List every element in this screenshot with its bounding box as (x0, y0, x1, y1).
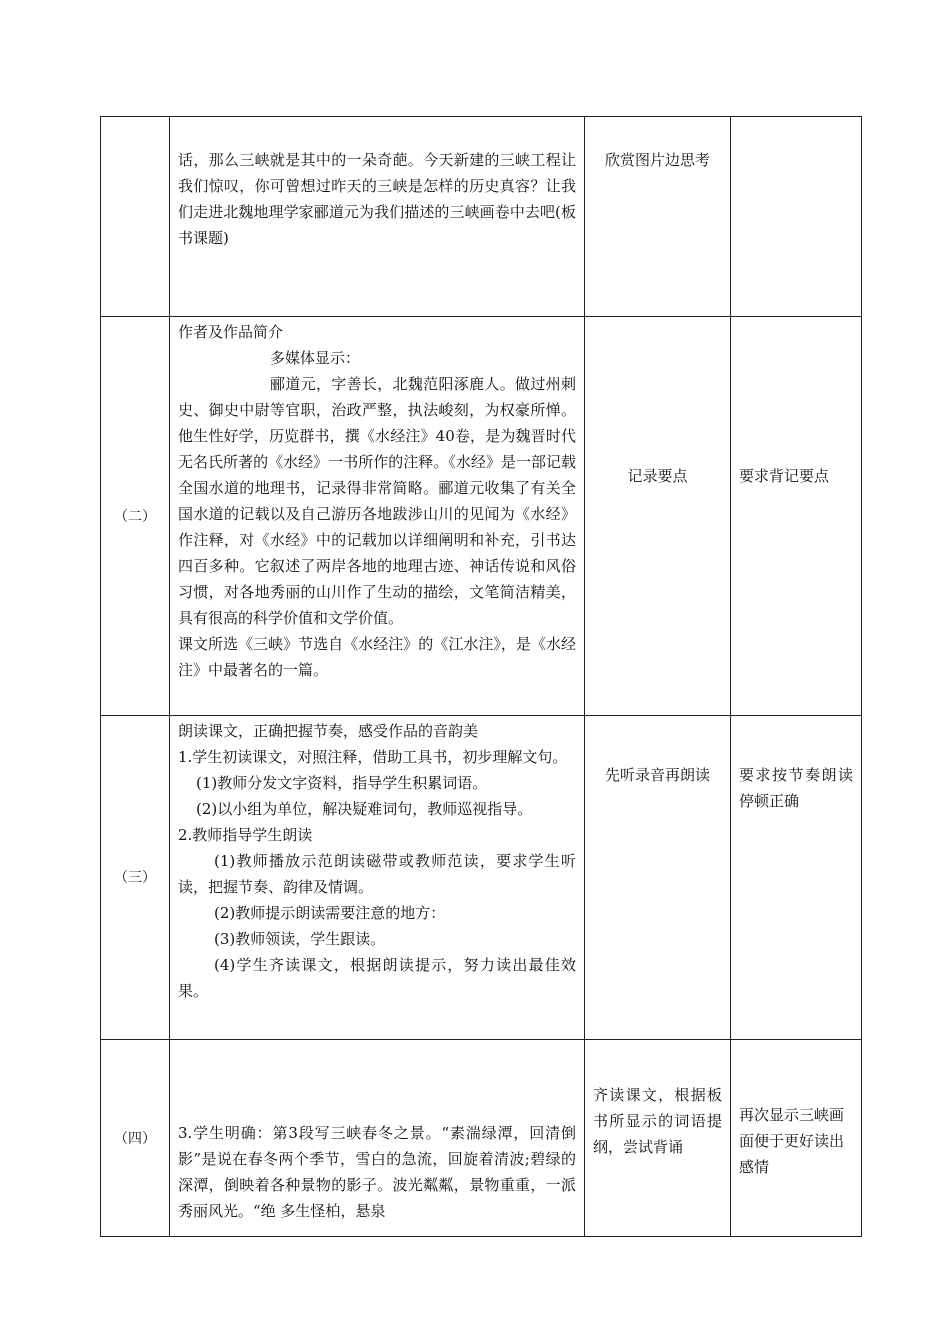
student-activity-cell (585, 117, 731, 317)
student-activity-cell (585, 716, 731, 1040)
student-activity-text: 欣赏图片边思考 (604, 151, 710, 169)
step-cell (101, 317, 170, 716)
lesson-plan-table (100, 116, 862, 1237)
step-cell (101, 716, 170, 1040)
section-heading: 作者及作品简介 (178, 323, 284, 341)
table-row (101, 1040, 862, 1237)
teacher-note-text: 再次显示三峡画面便于更好读出感情 (739, 1106, 845, 1176)
table-row (101, 117, 862, 317)
content-paragraph: (1)教师播放示范朗读磁带或教师范读，要求学生听读，把握节奏、韵律及情调。 (178, 852, 576, 896)
content-paragraph: (2)教师提示朗读需要注意的地方： (214, 904, 446, 922)
student-activity-text: 先听录音再朗读 (604, 766, 710, 784)
teacher-note-cell (731, 117, 862, 317)
content-paragraph: (1)教师分发文字资料，指导学生积累词语。 (196, 774, 488, 792)
content-cell (170, 317, 585, 716)
content-cell (170, 1040, 585, 1237)
content-cell (170, 716, 585, 1040)
student-activity-cell (585, 317, 731, 716)
step-label: （二） (114, 508, 156, 525)
step-label: （四） (114, 1130, 156, 1147)
content-paragraph: 郦道元，字善长，北魏范阳涿鹿人。做过州刺史、御史中尉等官职，治政严整，执法峻刻，为权豪所惮。他生性好学，历览群书，撰《水经注》40卷，是为魏晋时代无名氏所著的《水经》一书所作的注释。《水经》是一部记载全国水道的地理书，记录得非常简略。郦道元收集了有关全国水道的记载以及自己游历各地跋涉山川的见闻为《水经》作注释，对《水经》中的记载加以详细阐明和补充，引书达四百多种。它叙述了两岸各地的地理古迹、神话传说和风俗习惯，对各地秀丽的山川作了生动的描绘，文笔简洁精美，具有很高的科学价值和文学价值。 (178, 375, 576, 627)
student-activity-text: 记录要点 (627, 467, 688, 485)
content-paragraph: 课文所选《三峡》节选自《水经注》的《江水注》，是《水经注》中最著名的一篇。 (178, 635, 576, 679)
step-cell (101, 1040, 170, 1237)
table-row (101, 716, 862, 1040)
step-label: （三） (114, 870, 156, 886)
content-paragraph: (4)学生齐读课文，根据朗读提示，努力读出最佳效果。 (178, 956, 576, 1000)
student-activity-cell (585, 1040, 731, 1237)
content-paragraph: 1.学生初读课文，对照注释，借助工具书，初步理解文句。 (178, 748, 568, 766)
content-paragraph: 话，那么三峡就是其中的一朵奇葩。今天新建的三峡工程让我们惊叹，你可曾想过昨天的三峡是怎样的历史真容？让我们走进北魏地理学家郦道元为我们描述的三峡画卷中去吧(板书课题) (178, 151, 576, 247)
teacher-note-cell (731, 1040, 862, 1237)
content-cell (170, 117, 585, 317)
content-paragraph: (3)教师领读，学生跟读。 (214, 930, 386, 948)
table-row (101, 317, 862, 716)
step-cell (101, 117, 170, 317)
content-paragraph: 2.教师指导学生朗读 (178, 826, 313, 844)
multimedia-label: 多媒体显示： (270, 349, 361, 367)
teacher-note-text: 要求按节奏朗读 停顿正确 (739, 766, 853, 810)
student-activity-text: 齐读课文，根据板书所显示的词语提纲，尝试背诵 (593, 1086, 722, 1156)
content-paragraph: (2)以小组为单位，解决疑难词句，教师巡视指导。 (196, 800, 533, 818)
content-paragraph: 3.学生明确：第3段写三峡春冬之景。“素湍绿潭，回清倒影”是说在春冬两个季节，雪白的急流，回旋着清波;碧绿的深潭，倒映着各种景物的影子。波光粼粼，景物重重，一派秀丽风光。“绝 多生怪柏，悬泉 (178, 1124, 576, 1220)
teacher-note-cell (731, 317, 862, 716)
section-heading: 朗读课文，正确把握节奏，感受作品的音韵美 (178, 722, 479, 740)
teacher-note-cell (731, 716, 862, 1040)
teacher-note-text: 要求背记要点 (739, 467, 830, 485)
